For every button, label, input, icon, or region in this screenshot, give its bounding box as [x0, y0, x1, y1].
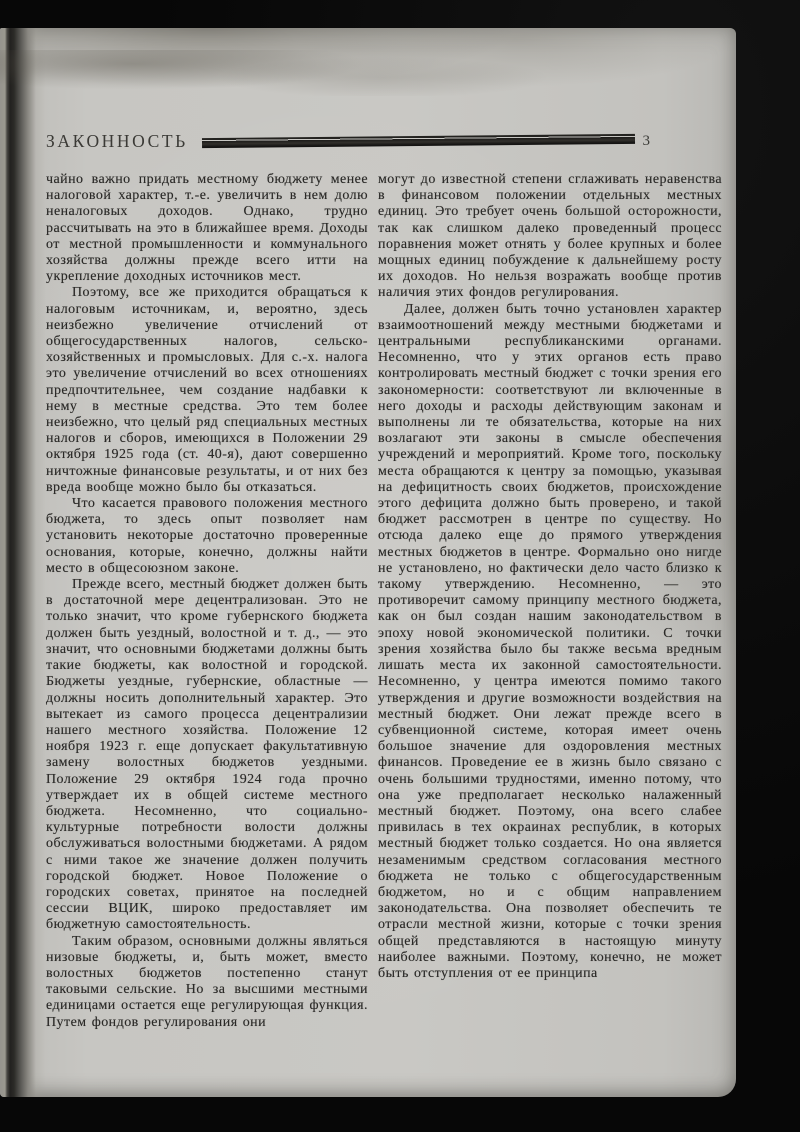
- page-header: [46, 128, 722, 154]
- document-page: [0, 28, 736, 1097]
- paragraph-left-5: Таким образом, основными должны являться низовые бюджеты, и, быть может, вместо волостных бюджетов постепенно станут таковыми сельские. Но за высшими местными единицами остается еще регулирующая функция. Путем фондов регулирования они: [46, 933, 368, 1030]
- right-column: [378, 172, 722, 982]
- paragraph-left-2: Поэтому, все же приходится обращаться к налоговым источникам, и, вероятно, здесь неизбежно увеличение отчислений от общегосударственных налогов, сельско-хозяйственных и промысловых. Для с.-х. налога это увеличение отчислений во всех отношениях предпочтительнее, чем создание надбавки к нему в местные средства. Это тем более неизбежно, что целый ряд специальных местных налогов и сборов, имеющихся в Положении 29 октября 1925 года (ст. 40-я), дают совершенно ничтожные финансовые результаты, и от них без вреда вообще можно было бы отказаться.: [46, 285, 368, 495]
- paragraph-left-4: Прежде всего, местный бюджет должен быть в достаточной мере децентрализован. Это не только значит, что кроме губернского бюджета должен быть уездный, волостной и т. д., — это значит, что основными бюджетами должны быть такие бюджеты, как волостной и городской. Бюджеты уездные, губернские, областные — должны носить дополнительный характер. Это вытекает из самого процесса децентрализии нашего местного хозяйства. Положение 12 ноября 1923 г. еще допускает факультативную замену волостных бюджетов уездными. Положение 29 октября 1924 года прочно утверждает их в общей системе местного бюджета. Несомненно, что социально-культурные потребности волости должны обслуживаться волостными бюджетами. А рядом с ними такое же значение должен получить городской бюджет. Новое Положение о городских советах, принятое на последней сессии ВЦИК, широко предоставляет им бюджетную самостоятельность.: [46, 577, 368, 933]
- journal-title: ЗАКОННОСТЬ: [46, 130, 188, 151]
- left-column: [46, 172, 368, 1031]
- binding-gutter-shadow: [0, 28, 46, 1097]
- header-rule: [202, 134, 635, 148]
- page-number: 3: [642, 132, 650, 149]
- paragraph-right-1: могут до известной степени сглаживать неравенства в финансовом положении отдельных местных единиц. Это требует очень большой осторожности, так как слишком далеко проведенный процесс поравнения может отнять у более крупных и более мощных единиц побуждение к дальнейшему росту их доходов. Но нельзя возражать вообще против наличия этих фондов регулирования.: [378, 172, 722, 301]
- paper-stain: [0, 50, 736, 96]
- paragraph-right-2: Далее, должен быть точно установлен характер взаимоотношений между местными бюджетами и центральными республиканскими органами. Несомненно, что у этих органов есть право контролировать местный бюджет с точки зрения его закономерности: соответствуют ли включенные в него доходы и расходы действующим законам и выполнены ли те обязательства, которые на них возлагают эти законы в смысле обеспечения учреждений и мероприятий. Кроме того, поскольку места обращаются к центру за помощью, указывая на дефицитность своих бюджетов, происхождение этого дефицита должно быть проверено, и такой бюджет рассмотрен в центре по существу. Но отсюда далеко еще до прямого утверждения местных бюджетов в центре. Формально оно нигде не установлено, но фактически дело часто близко к такому утверждению. Несомненно, — это противоречит самому принципу местного бюджета, как он был создан нашим законодательством в эпоху новой экономической политики. С точки зрения хозяйства было бы также весьма вредным лишать места их законной самостоятельности. Несомненно, у центра имеются помимо такого утверждения и другие возможности воздействия на местный бюджет. Они лежат прежде всего в субвенционной системе, которая имеет очень большое значение для оздоровления местных финансов. Проведение ее в жизнь было связано с очень большими трудностями, именно потому, что она уже предполагает несколько налаженный местный бюджет. Поэтому, она всего слабее привилась в тех окраинах республик, в которых местный бюджет только создается. Но она является незаменимым средством согласования местного бюджета не только с общегосударственным бюджетом, но и с общим направлением законодательства. Она позволяет обеспечить те отрасли местной жизни, которые с точки зрения общей представляются в настоящую минуту наиболее важными. Поэтому, конечно, не может быть отступления от ее принципа: [378, 301, 722, 981]
- paragraph-left-3: Что касается правового положения местного бюджета, то здесь опыт позволяет нам установить некоторые достаточно проверенные основания, которые, конечно, должны найти место в общесоюзном законе.: [46, 496, 368, 576]
- paragraph-left-1: чайно важно придать местному бюджету менее налоговой характер, т.-е. увеличить в нем долю неналоговых доходов. Однако, трудно рассчитывать на это в ближайшее время. Доходы от местной промышленности и коммунального хозяйства должны прежде всего итти на укрепление доходных источников мест.: [46, 172, 368, 285]
